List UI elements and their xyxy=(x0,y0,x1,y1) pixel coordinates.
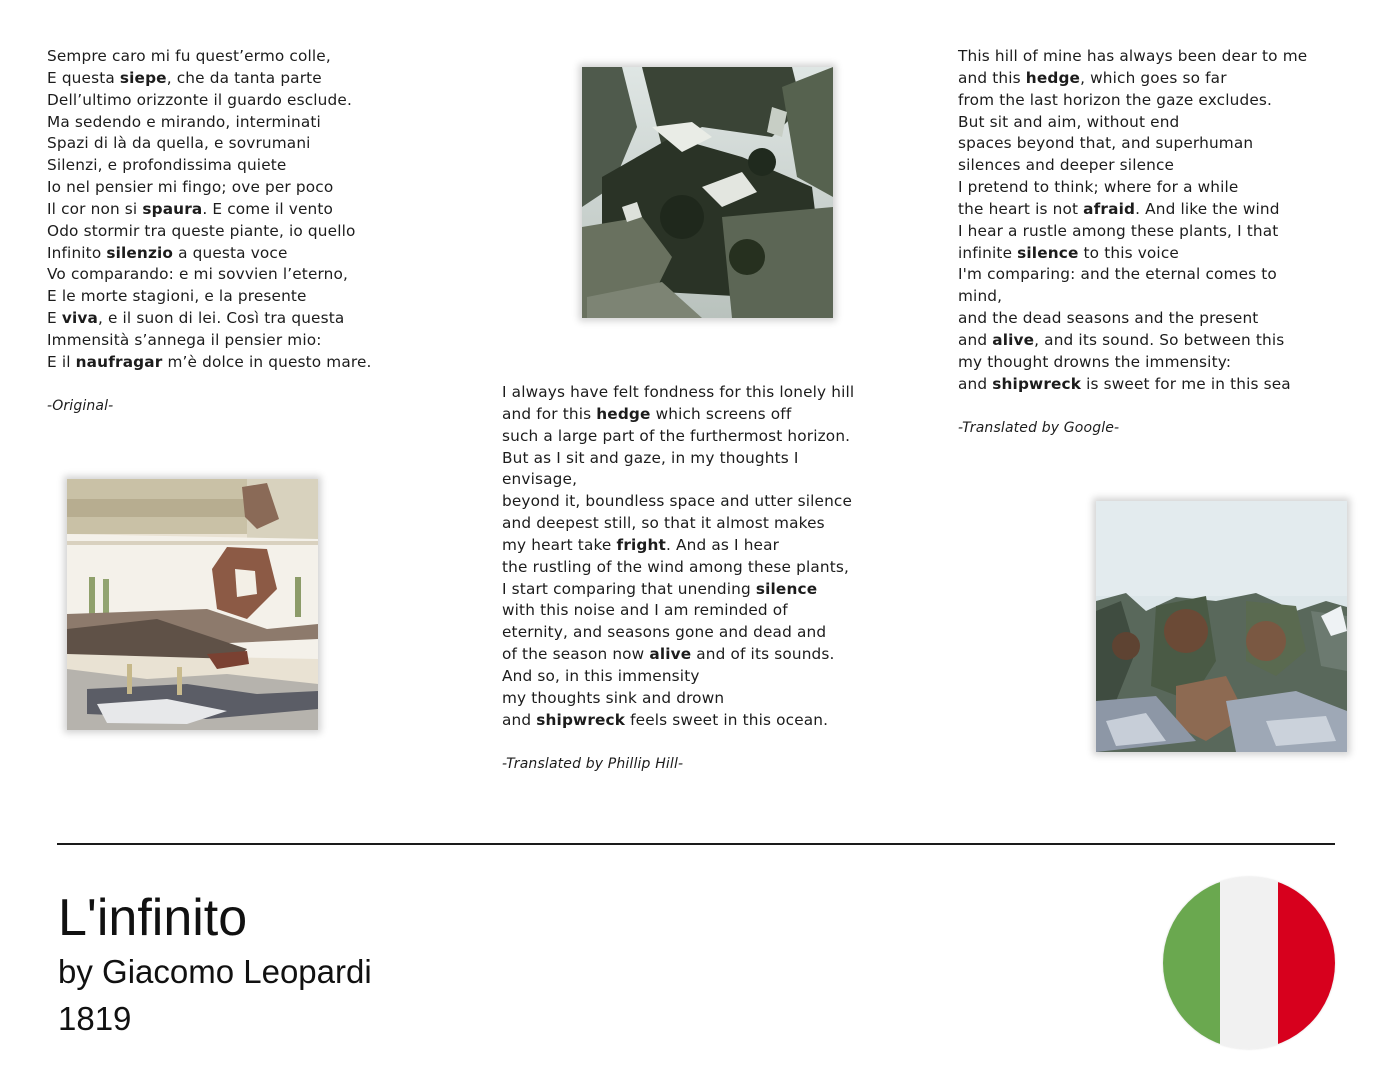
line-text: and xyxy=(958,374,993,393)
poem-line xyxy=(502,644,912,666)
line-text: I'm comparing: and the eternal comes to xyxy=(958,265,1277,284)
poem-line xyxy=(47,330,447,352)
line-text: beyond it, boundless space and utter silence xyxy=(502,492,853,511)
flag-stripe-green xyxy=(1163,877,1220,1049)
line-text: , and its sound. So between this xyxy=(1034,330,1285,349)
poem-line xyxy=(502,382,912,404)
poem-line xyxy=(958,221,1358,243)
line-text: envisage, xyxy=(502,470,578,489)
line-text: , which goes so far xyxy=(1080,68,1227,87)
poem-line xyxy=(47,221,447,243)
line-text: from the last horizon the gaze excludes. xyxy=(958,90,1273,109)
emphasized-word: viva xyxy=(61,309,98,328)
line-text: Ma sedendo e mirando, interminati xyxy=(47,112,321,131)
poem-line xyxy=(47,46,447,68)
poem-line xyxy=(47,68,447,90)
line-text: E xyxy=(47,309,62,328)
poem-lines xyxy=(502,382,912,732)
line-text: m’è dolce in questo mare. xyxy=(162,352,372,371)
line-text: mind, xyxy=(958,287,1003,306)
line-text: to this voice xyxy=(1078,243,1179,262)
line-text: and this xyxy=(958,68,1026,87)
line-text: And so, in this immensity xyxy=(502,666,700,685)
line-text: and xyxy=(502,710,537,729)
line-text: E il xyxy=(47,352,76,371)
poem-line xyxy=(47,264,447,286)
poem-line xyxy=(958,199,1358,221)
line-text: . And as I hear xyxy=(666,535,780,554)
line-text: infinite xyxy=(958,243,1018,262)
line-text: which screens off xyxy=(650,404,792,423)
rocks-artwork xyxy=(1096,501,1347,752)
line-text: Silenzi, e profondissima quiete xyxy=(47,156,287,175)
emphasized-word: naufragar xyxy=(75,352,163,371)
poem-line xyxy=(958,155,1358,177)
emphasized-word: hedge xyxy=(596,404,651,423)
line-text: I always have felt fondness for this lonely hill xyxy=(502,383,855,401)
poem-line xyxy=(958,133,1358,155)
emphasized-word: silence xyxy=(755,579,818,598)
flag-stripe-red xyxy=(1278,877,1335,1049)
line-text: Il cor non si xyxy=(47,199,143,218)
line-text: a questa voce xyxy=(173,243,288,262)
google-translation xyxy=(958,46,1358,439)
poem-line xyxy=(958,90,1358,112)
interior-artwork xyxy=(67,479,318,730)
line-text: feels sweet in this ocean. xyxy=(625,710,829,729)
line-text: eternity, and seasons gone and dead and xyxy=(502,623,827,642)
line-text: E questa xyxy=(47,68,120,87)
poem-line xyxy=(502,557,912,579)
emphasized-word: shipwreck xyxy=(536,710,626,729)
poem-line xyxy=(958,352,1358,374)
poem-line xyxy=(958,112,1358,134)
poem-line xyxy=(502,491,912,513)
poem-line xyxy=(502,666,912,688)
poem-lines xyxy=(47,46,447,374)
emphasized-word: afraid xyxy=(1083,199,1136,218)
line-text: , che da tanta parte xyxy=(166,68,322,87)
emphasized-word: spaura xyxy=(142,199,203,218)
line-text: I pretend to think; where for a while xyxy=(958,178,1239,197)
line-text: my heart take xyxy=(502,535,617,554)
poem-line xyxy=(47,177,447,199)
poem-line xyxy=(47,133,447,155)
line-text: such a large part of the furthermost horizon. xyxy=(502,426,851,445)
line-text: the heart is not xyxy=(958,199,1084,218)
poem-line xyxy=(47,199,447,221)
line-text: the rustling of the wind among these plants, xyxy=(502,557,849,576)
emphasized-word: hedge xyxy=(1025,68,1081,87)
poem-line xyxy=(502,513,912,535)
poem-line xyxy=(47,155,447,177)
poem-title: L'infinito xyxy=(58,889,248,947)
italian-flag-icon xyxy=(1163,877,1335,1049)
poem-line xyxy=(958,330,1358,352)
poem-line xyxy=(502,622,912,644)
original-credit: -Original- xyxy=(47,397,114,414)
line-text: Immensità s’annega il pensier mio: xyxy=(47,330,322,349)
emphasized-word: alive xyxy=(992,330,1035,349)
flag-stripe-white xyxy=(1220,877,1277,1049)
poem-line xyxy=(502,600,912,622)
line-text: Odo stormir tra queste piante, io quello xyxy=(47,221,356,240)
line-text: silences and deeper silence xyxy=(958,156,1175,175)
emphasized-word: silence xyxy=(1017,243,1079,262)
forest-artwork xyxy=(582,67,833,318)
line-text: with this noise and I am reminded of xyxy=(502,601,788,620)
line-text: and for this xyxy=(502,404,597,423)
poem-line xyxy=(958,68,1358,90)
poem-lines xyxy=(958,46,1358,396)
poem-line xyxy=(502,469,912,491)
poem-line xyxy=(958,243,1358,265)
line-text: Io nel pensier mi fingo; ove per poco xyxy=(47,178,334,197)
divider-rule xyxy=(57,843,1335,845)
emphasized-word: siepe xyxy=(119,68,167,87)
poem-line xyxy=(958,286,1358,308)
line-text: Sempre caro mi fu quest’ermo colle, xyxy=(47,47,331,65)
poem-line xyxy=(958,46,1358,68)
emphasized-word: alive xyxy=(649,645,692,664)
emphasized-word: shipwreck xyxy=(992,374,1082,393)
line-text: of the season now xyxy=(502,645,650,664)
line-text: But as I sit and gaze, in my thoughts I xyxy=(502,448,799,467)
poem-line xyxy=(47,308,447,330)
poem-line xyxy=(502,579,912,601)
emphasized-word: fright xyxy=(616,535,667,554)
line-text: my thought drowns the immensity: xyxy=(958,352,1232,371)
line-text: my thoughts sink and drown xyxy=(502,688,725,707)
line-text: and the dead seasons and the present xyxy=(958,309,1259,328)
poem-line xyxy=(958,374,1358,396)
poem-line xyxy=(502,535,912,557)
poem-line xyxy=(47,286,447,308)
emphasized-word: silenzio xyxy=(106,243,174,262)
line-text: Spazi di là da quella, e sovrumani xyxy=(47,134,311,153)
poem-line xyxy=(502,688,912,710)
poem-line xyxy=(502,426,912,448)
line-text: I hear a rustle among these plants, I that xyxy=(958,221,1279,240)
hill-credit: -Translated by Phillip Hill- xyxy=(502,755,684,772)
line-text: Dell’ultimo orizzonte il guardo esclude. xyxy=(47,90,352,109)
line-text: , e il suon di lei. Così tra questa xyxy=(97,309,345,328)
line-text: Infinito xyxy=(47,243,107,262)
line-text: But sit and aim, without end xyxy=(958,112,1180,131)
google-credit: -Translated by Google- xyxy=(958,419,1120,436)
line-text: . And like the wind xyxy=(1135,199,1280,218)
poem-year: 1819 xyxy=(58,1000,132,1037)
poem-line xyxy=(958,264,1358,286)
line-text: Vo comparando: e mi sovvien l’eterno, xyxy=(47,265,349,284)
poem-line xyxy=(502,710,912,732)
hill-translation xyxy=(502,382,912,775)
line-text: I start comparing that unending xyxy=(502,579,756,598)
poem-line xyxy=(502,404,912,426)
line-text: spaces beyond that, and superhuman xyxy=(958,134,1254,153)
poem-line xyxy=(47,352,447,374)
line-text: and deepest still, so that it almost makes xyxy=(502,514,825,533)
line-text: E le morte stagioni, e la presente xyxy=(47,287,307,306)
line-text: . E come il vento xyxy=(202,199,334,218)
line-text: is sweet for me in this sea xyxy=(1081,374,1291,393)
poem-line xyxy=(958,308,1358,330)
author-byline: by Giacomo Leopardi xyxy=(58,953,372,990)
line-text: This hill of mine has always been dear to me xyxy=(958,47,1308,65)
poem-line xyxy=(47,90,447,112)
original-poem xyxy=(47,46,447,418)
line-text: and xyxy=(958,330,993,349)
poem-line xyxy=(502,448,912,470)
poem-line xyxy=(47,243,447,265)
poem-line xyxy=(958,177,1358,199)
line-text: and of its sounds. xyxy=(691,645,835,664)
poem-line xyxy=(47,112,447,134)
